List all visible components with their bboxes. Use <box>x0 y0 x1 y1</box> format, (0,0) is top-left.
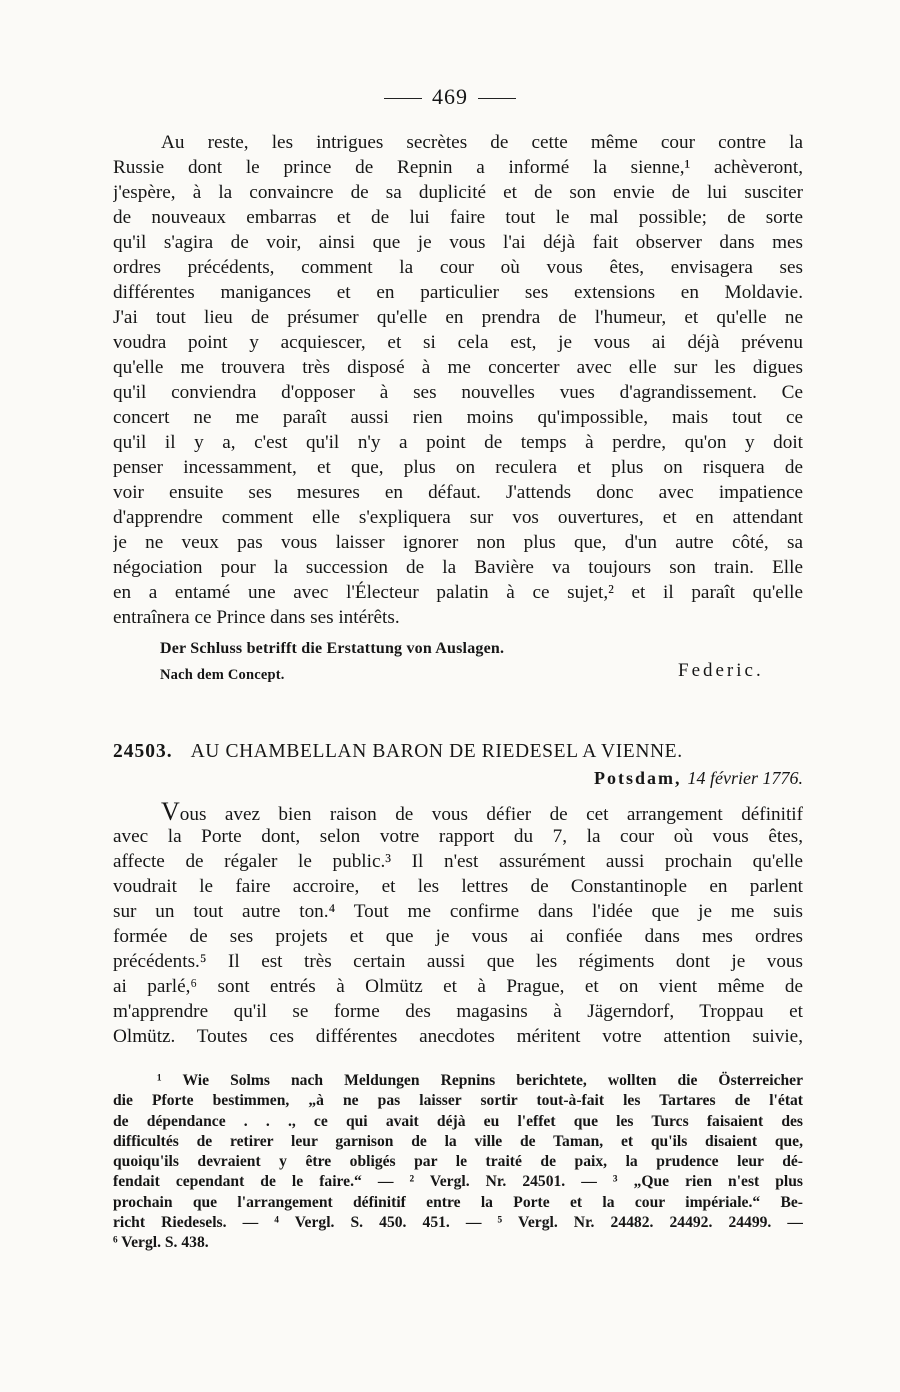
text-line: concert ne me paraît aussi rien moins qu'impossible, mais tout ce <box>113 407 803 428</box>
page-number <box>0 84 900 110</box>
letter-body-paragraph <box>113 799 803 1049</box>
text-line: entraînera ce Prince dans ses intérêts. <box>113 607 400 628</box>
page-number-rule-left <box>384 98 422 99</box>
text-line: qu'il s'agira de voir, ainsi que je vous l'ai déjà fait observer dans mes <box>113 232 803 253</box>
source-note: Nach dem Concept. <box>160 667 285 683</box>
page-number-text: 469 <box>432 84 468 109</box>
text-line: négociation pour la succession de la Bavière va toujours son train. Elle <box>113 557 803 578</box>
text-line: affecte de régaler le public.³ Il n'est assurément aussi prochain qu'elle <box>113 851 803 872</box>
footnote-line: prochain que l'arrangement définitif entre la Porte et la cour impériale.“ Be- <box>113 1193 803 1211</box>
text-line: qu'il conviendra d'opposer à ses nouvelles vues d'agrandissement. Ce <box>113 382 803 403</box>
letter-date: 14 février 1776. <box>687 768 803 788</box>
text-line: je ne veux pas vous laisser ignorer non plus que, d'un autre côté, sa <box>113 532 803 553</box>
footnote-line: difficultés de retirer leur garnison de la ville de Taman, et qu'ils disaient que, <box>113 1132 803 1150</box>
footnote-line: quoiqu'ils devraient y être obligés par le traité de paix, la prudence leur dé- <box>113 1153 803 1171</box>
text-line: en a entamé une avec l'Électeur palatin à ce sujet,² et il paraît qu'elle <box>113 582 803 603</box>
text-line: de nouveaux embarras et de lui faire tout le mal possible; de sorte <box>113 207 803 228</box>
text-line: voudrait le faire accroire, et les lettres de Constantinople en parlent <box>113 876 803 897</box>
text-line: j'espère, à la convaincre de sa duplicité et de son envie de lui susciter <box>113 182 803 203</box>
text-line: penser incessamment, et que, plus on reculera et plus on risquera de <box>113 457 803 478</box>
text-line: formée de ses projets et que je vous ai confiée dans mes ordres <box>113 926 803 947</box>
footnote-line: richt Riedesels. — ⁴ Vergl. S. 450. 451. — ⁵ Vergl. Nr. 24482. 24492. 24499. — <box>113 1214 803 1232</box>
text-line: d'apprendre comment elle s'expliquera sur vos ouvertures, et en attendant <box>113 507 803 528</box>
text-line: Au reste, les intrigues secrètes de cette même cour contre la <box>161 132 803 153</box>
letter-dateline <box>113 768 803 789</box>
footnote-line: de dépendance . . ., ce qui avait déjà eu l'effet que les Turcs faisaient des <box>113 1112 803 1130</box>
text-line: sur un tout autre ton.⁴ Tout me confirme dans l'idée que je me suis <box>113 901 803 922</box>
footnote-line: ¹ Wie Solms nach Meldungen Repnins berichtete, wollten die Österreicher <box>157 1072 803 1089</box>
closing-note: Der Schluss betrifft die Erstattung von Auslagen. <box>160 640 505 657</box>
text-line: Olmütz. Toutes ces différentes anecdotes méritent votre attention suivie, <box>113 1026 803 1047</box>
text-line: ordres précédents, comment la cour où vous êtes, envisagera ses <box>113 257 803 278</box>
text-line: avec la Porte dont, selon votre rapport du 7, la cour où vous êtes, <box>113 826 803 847</box>
signature: Federic. <box>678 660 764 681</box>
footnote-line: fendait cependant de le faire.“ — ² Vergl. Nr. 24501. — ³ „Que rien n'est plus <box>113 1173 803 1191</box>
footnotes <box>113 1071 803 1254</box>
text-line: voudra point y acquiescer, et si cela est, je vous ai déjà prévenu <box>113 332 803 353</box>
text-line: voir ensuite ses mesures en défaut. J'attends donc avec impatience <box>113 482 803 503</box>
letter-number: 24503. <box>113 741 173 762</box>
text-line: qu'il il y a, c'est qu'il n'y a point de temps à perdre, qu'on y doit <box>113 432 803 453</box>
text-line: différentes manigances et en particulier ses extensions en Moldavie. <box>113 282 803 303</box>
footnote-line: die Pforte bestimmen, „à ne pas laisser sortir tout-à-fait les Tartares de l'état <box>113 1092 803 1110</box>
letter-place: Potsdam, <box>594 768 682 788</box>
text-line: Russie dont le prince de Repnin a informé la sienne,¹ achèveront, <box>113 157 803 178</box>
text-line: J'ai tout lieu de présumer qu'elle en prendra de l'humeur, et qu'elle ne <box>113 307 803 328</box>
letter-title: AU CHAMBELLAN BARON DE RIEDESEL A VIENNE. <box>190 741 683 762</box>
text-line: m'apprendre qu'il se forme des magasins à Jägerndorf, Troppau et <box>113 1001 803 1022</box>
text-line: Vous avez bien raison de vous défier de cet arrangement définitif <box>161 799 803 824</box>
previous-letter-paragraph <box>113 130 803 630</box>
text-line: précédents.⁵ Il est très certain aussi que les régiments dont je vous <box>113 951 803 972</box>
text-line: qu'elle me trouvera très disposé à me concerter avec elle sur les digues <box>113 357 803 378</box>
footnote-line: ⁶ Vergl. S. 438. <box>113 1234 209 1252</box>
text-line: ai parlé,⁶ sont entrés à Olmütz et à Prague, et on vient même de <box>113 976 803 997</box>
page-number-rule-right <box>478 98 516 99</box>
letter-heading <box>113 741 803 763</box>
